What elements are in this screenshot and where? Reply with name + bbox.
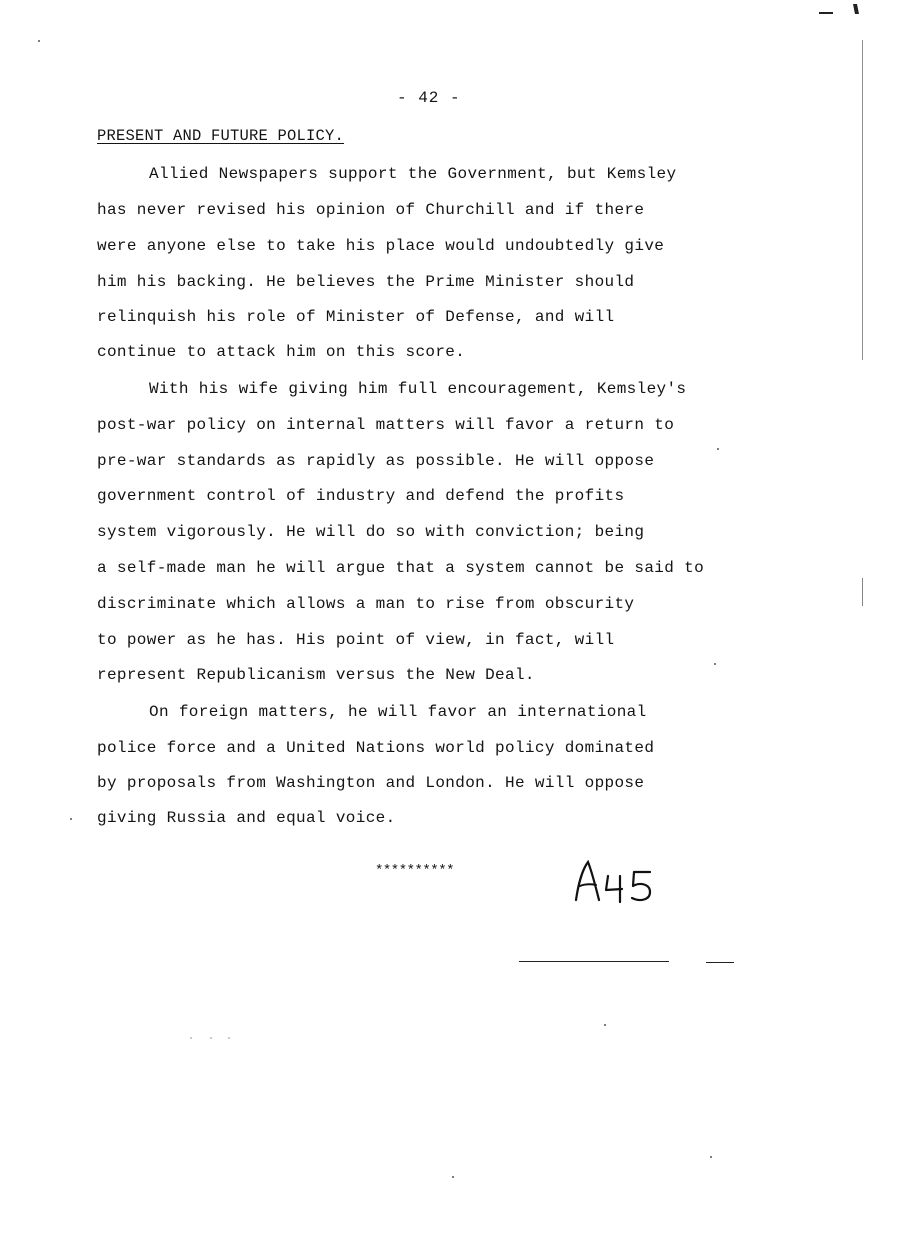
body-line: continue to attack him on this score. [97,343,466,361]
body-line: relinquish his role of Minister of Defense, and will [97,308,615,326]
body-line: On foreign matters, he will favor an international [149,703,647,721]
body-line: post-war policy on internal matters will favor a return to [97,416,675,434]
margin-line-lower [862,578,863,606]
body-line: him his backing. He believes the Prime Minister should [97,273,635,291]
scan-speck [210,1037,212,1039]
scan-speck [604,1024,606,1026]
body-line: to power as he has. His point of view, in fact, will [97,631,615,649]
scan-speck [228,1037,230,1039]
body-line: were anyone else to take his place would undoubtedly give [97,237,665,255]
horizontal-rule-short [706,962,734,963]
body-line: a self-made man he will argue that a system cannot be said to [97,559,705,577]
page-number: - 42 - [397,89,461,107]
body-line: giving Russia and equal voice. [97,809,396,827]
body-line: by proposals from Washington and London. He will oppose [97,774,645,792]
body-line: With his wife giving him full encouragement, Kemsley's [149,380,687,398]
body-line: has never revised his opinion of Churchill and if there [97,201,645,219]
scan-speck [710,1156,712,1158]
horizontal-rule [519,961,669,962]
body-line: Allied Newspapers support the Government, but Kemsley [149,165,677,183]
corner-scan-mark [815,0,865,20]
section-separator: ********** [375,863,455,879]
scan-speck [452,1176,454,1178]
section-heading: PRESENT AND FUTURE POLICY. [97,127,345,145]
body-line: pre-war standards as rapidly as possible. He will oppose [97,452,655,470]
scan-speck [38,40,40,42]
scan-speck [70,818,72,820]
body-line: represent Republicanism versus the New Deal. [97,666,535,684]
margin-line [862,40,863,360]
handwritten-annotation [572,858,662,906]
scan-speck [714,663,716,665]
body-line: government control of industry and defend the profits [97,487,625,505]
body-line: system vigorously. He will do so with conviction; being [97,523,645,541]
body-line: police force and a United Nations world policy dominated [97,739,655,757]
scan-speck [190,1037,192,1039]
scan-speck [717,448,719,450]
body-line: discriminate which allows a man to rise from obscurity [97,595,635,613]
